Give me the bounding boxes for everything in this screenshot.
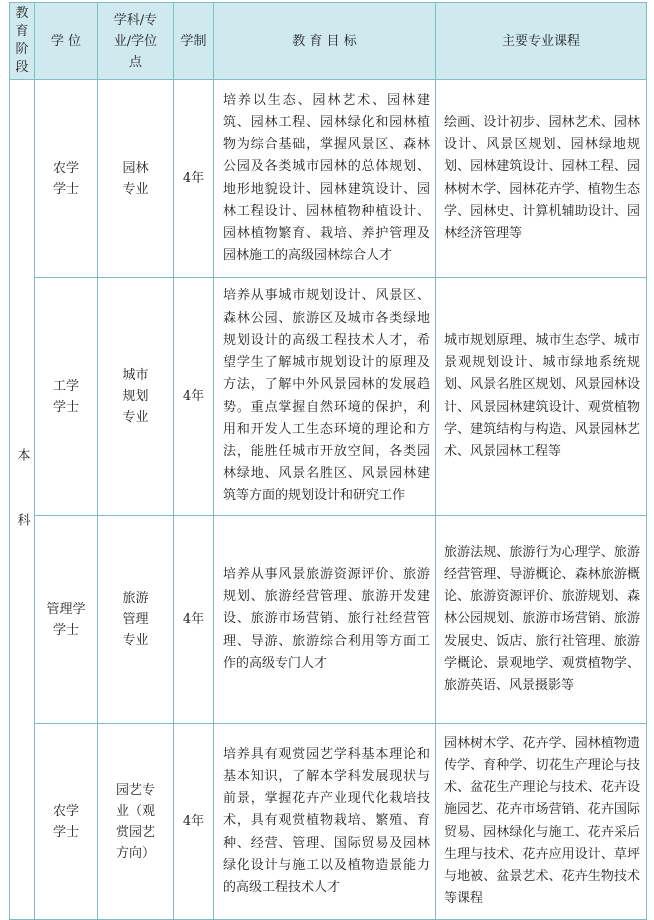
degree-cell (35, 724, 98, 920)
stage-text: 本 科 (14, 448, 30, 551)
major-cell (98, 80, 174, 278)
duration-cell: 4年 (174, 278, 214, 516)
header-duration: 学制 (174, 3, 214, 80)
major-cell (98, 724, 174, 920)
education-table (9, 2, 647, 920)
stage-cell (10, 80, 35, 920)
duration-cell: 4年 (174, 724, 214, 920)
major-cell (98, 278, 174, 516)
goal-cell: 培养从事城市规划设计、风景区、森林公园、旅游区及城市各类绿地规划设计的高级工程技术人才，希望学生了解城市规划设计的原理及方法，了解中外风景园林的发展趋势。重点掌握自然环境的保护，利用和开发人工生态环境的理论和方法，能胜任城市开放空间，各类园林绿地、风景名胜区、风景园林建筑等方面的规划设计和研究工作 (214, 278, 436, 516)
courses-cell: 旅游法规、旅游行为心理学、旅游经营管理、导游概论、森林旅游概论、旅游资源评价、旅游规划、森林公园规划、旅游市场营销、旅游发展史、饭店、旅行社管理、旅游学概论、景观地学、观赏植物学、旅游英语、风景摄影等 (436, 516, 647, 724)
degree-text: 农学学士 (52, 803, 79, 840)
table-row (10, 278, 647, 516)
courses-cell: 绘画、设计初步、园林艺术、园林设计、风景区规划、园林绿地规划、园林建筑设计、园林工程、园林树木学、园林花卉学、植物生态学、园林史、计算机辅助设计、园林经济管理等 (436, 80, 647, 278)
degree-cell (35, 80, 98, 278)
table-row (10, 724, 647, 920)
duration-cell: 4年 (174, 516, 214, 724)
header-goal: 教 育 目 标 (214, 3, 436, 80)
header-degree: 学 位 (35, 3, 98, 80)
goal-cell: 培养从事风景旅游资源评价、旅游规划、旅游经营管理、旅游开发建设、旅游市场营销、旅行社经营管理、导游、旅游综合利用等方面工作的高级专门人才 (214, 516, 436, 724)
major-text: 旅游管理专业 (122, 591, 149, 648)
header-stage-text: 教育阶段 (15, 6, 29, 75)
goal-cell: 培养具有观赏园艺学科基本理论和基本知识，了解本学科发展现状与前景，掌握花卉产业现代化栽培技术，具有观赏植物栽培、繁殖、育种、经营、管理、国际贸易及园林绿化设计与施工以及植物造景能力的高级工程技术人才 (214, 724, 436, 920)
major-cell (98, 516, 174, 724)
degree-text: 农学学士 (52, 160, 79, 197)
degree-cell (35, 516, 98, 724)
degree-cell (35, 278, 98, 516)
major-text: 园艺专业（观赏园艺方向） (115, 782, 155, 861)
duration-cell: 4年 (174, 80, 214, 278)
major-text: 城市规划专业 (122, 368, 149, 425)
degree-text: 工学学士 (52, 378, 79, 415)
major-text: 园林专业 (122, 160, 149, 197)
degree-text: 管理学学士 (46, 601, 86, 638)
header-row (10, 3, 647, 80)
table-row (10, 516, 647, 724)
courses-cell: 园林树木学、花卉学、园林植物遗传学、育种学、切花生产理论与技术、盆花生产理论与技术、花卉设施园艺、花卉市场营销、花卉国际贸易、园林绿化与施工、花卉采后生理与技术、花卉应用设计、草坪与地被、盆景艺术、花卉生物技术等课程 (436, 724, 647, 920)
courses-cell: 城市规划原理、城市生态学、城市景观规划设计、城市绿地系统规划、风景名胜区规划、风景园林设计、风景园林建筑设计、观赏植物学、建筑结构与构造、风景园林艺术、风景园林工程等 (436, 278, 647, 516)
goal-cell: 培养以生态、园林艺术、园林建筑、园林工程、园林绿化和园林植物为综合基础，掌握风景区、森林公园及各类城市园林的总体规划、地形地貌设计、园林建筑设计、园林工程设计、园林植物种植设计、园林植物繁育、栽培、养护管理及园林施工的高级园林综合人才 (214, 80, 436, 278)
header-courses: 主要专业课程 (436, 3, 647, 80)
table-row (10, 80, 647, 278)
header-stage (10, 3, 35, 80)
header-major-text: 学科/专业/学位点 (113, 12, 158, 70)
header-major (98, 3, 174, 80)
